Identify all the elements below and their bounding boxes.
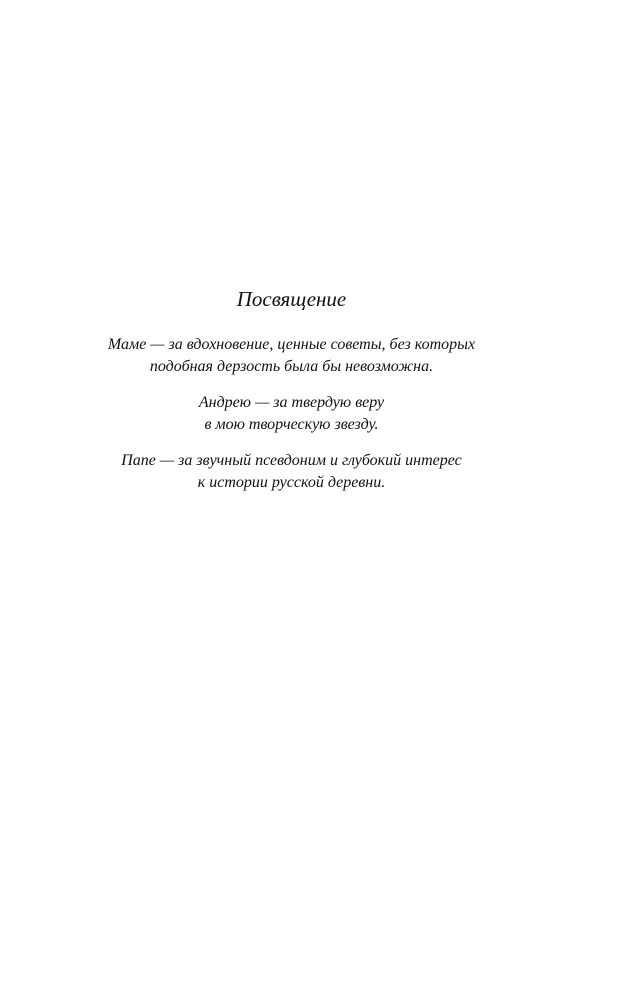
dedication-stanza-father bbox=[0, 450, 583, 494]
dedication-line: Андрею — за твердую веру bbox=[198, 394, 385, 411]
dedication-stanza-andrey bbox=[0, 392, 583, 436]
dedication-title: Посвящение bbox=[236, 287, 347, 311]
dedication-line: Папе — за звучный псевдоним и глубокий интерес bbox=[121, 452, 462, 469]
dedication-line: к истории русской деревни. bbox=[197, 474, 386, 491]
dedication-block bbox=[0, 284, 583, 508]
dedication-line: подобная дерзость была бы невозможна. bbox=[149, 358, 434, 375]
dedication-line: Маме — за вдохновение, ценные советы, без которых bbox=[107, 336, 476, 353]
dedication-stanza-mother bbox=[0, 334, 583, 378]
dedication-line: в мою творческую звезду. bbox=[204, 416, 379, 433]
